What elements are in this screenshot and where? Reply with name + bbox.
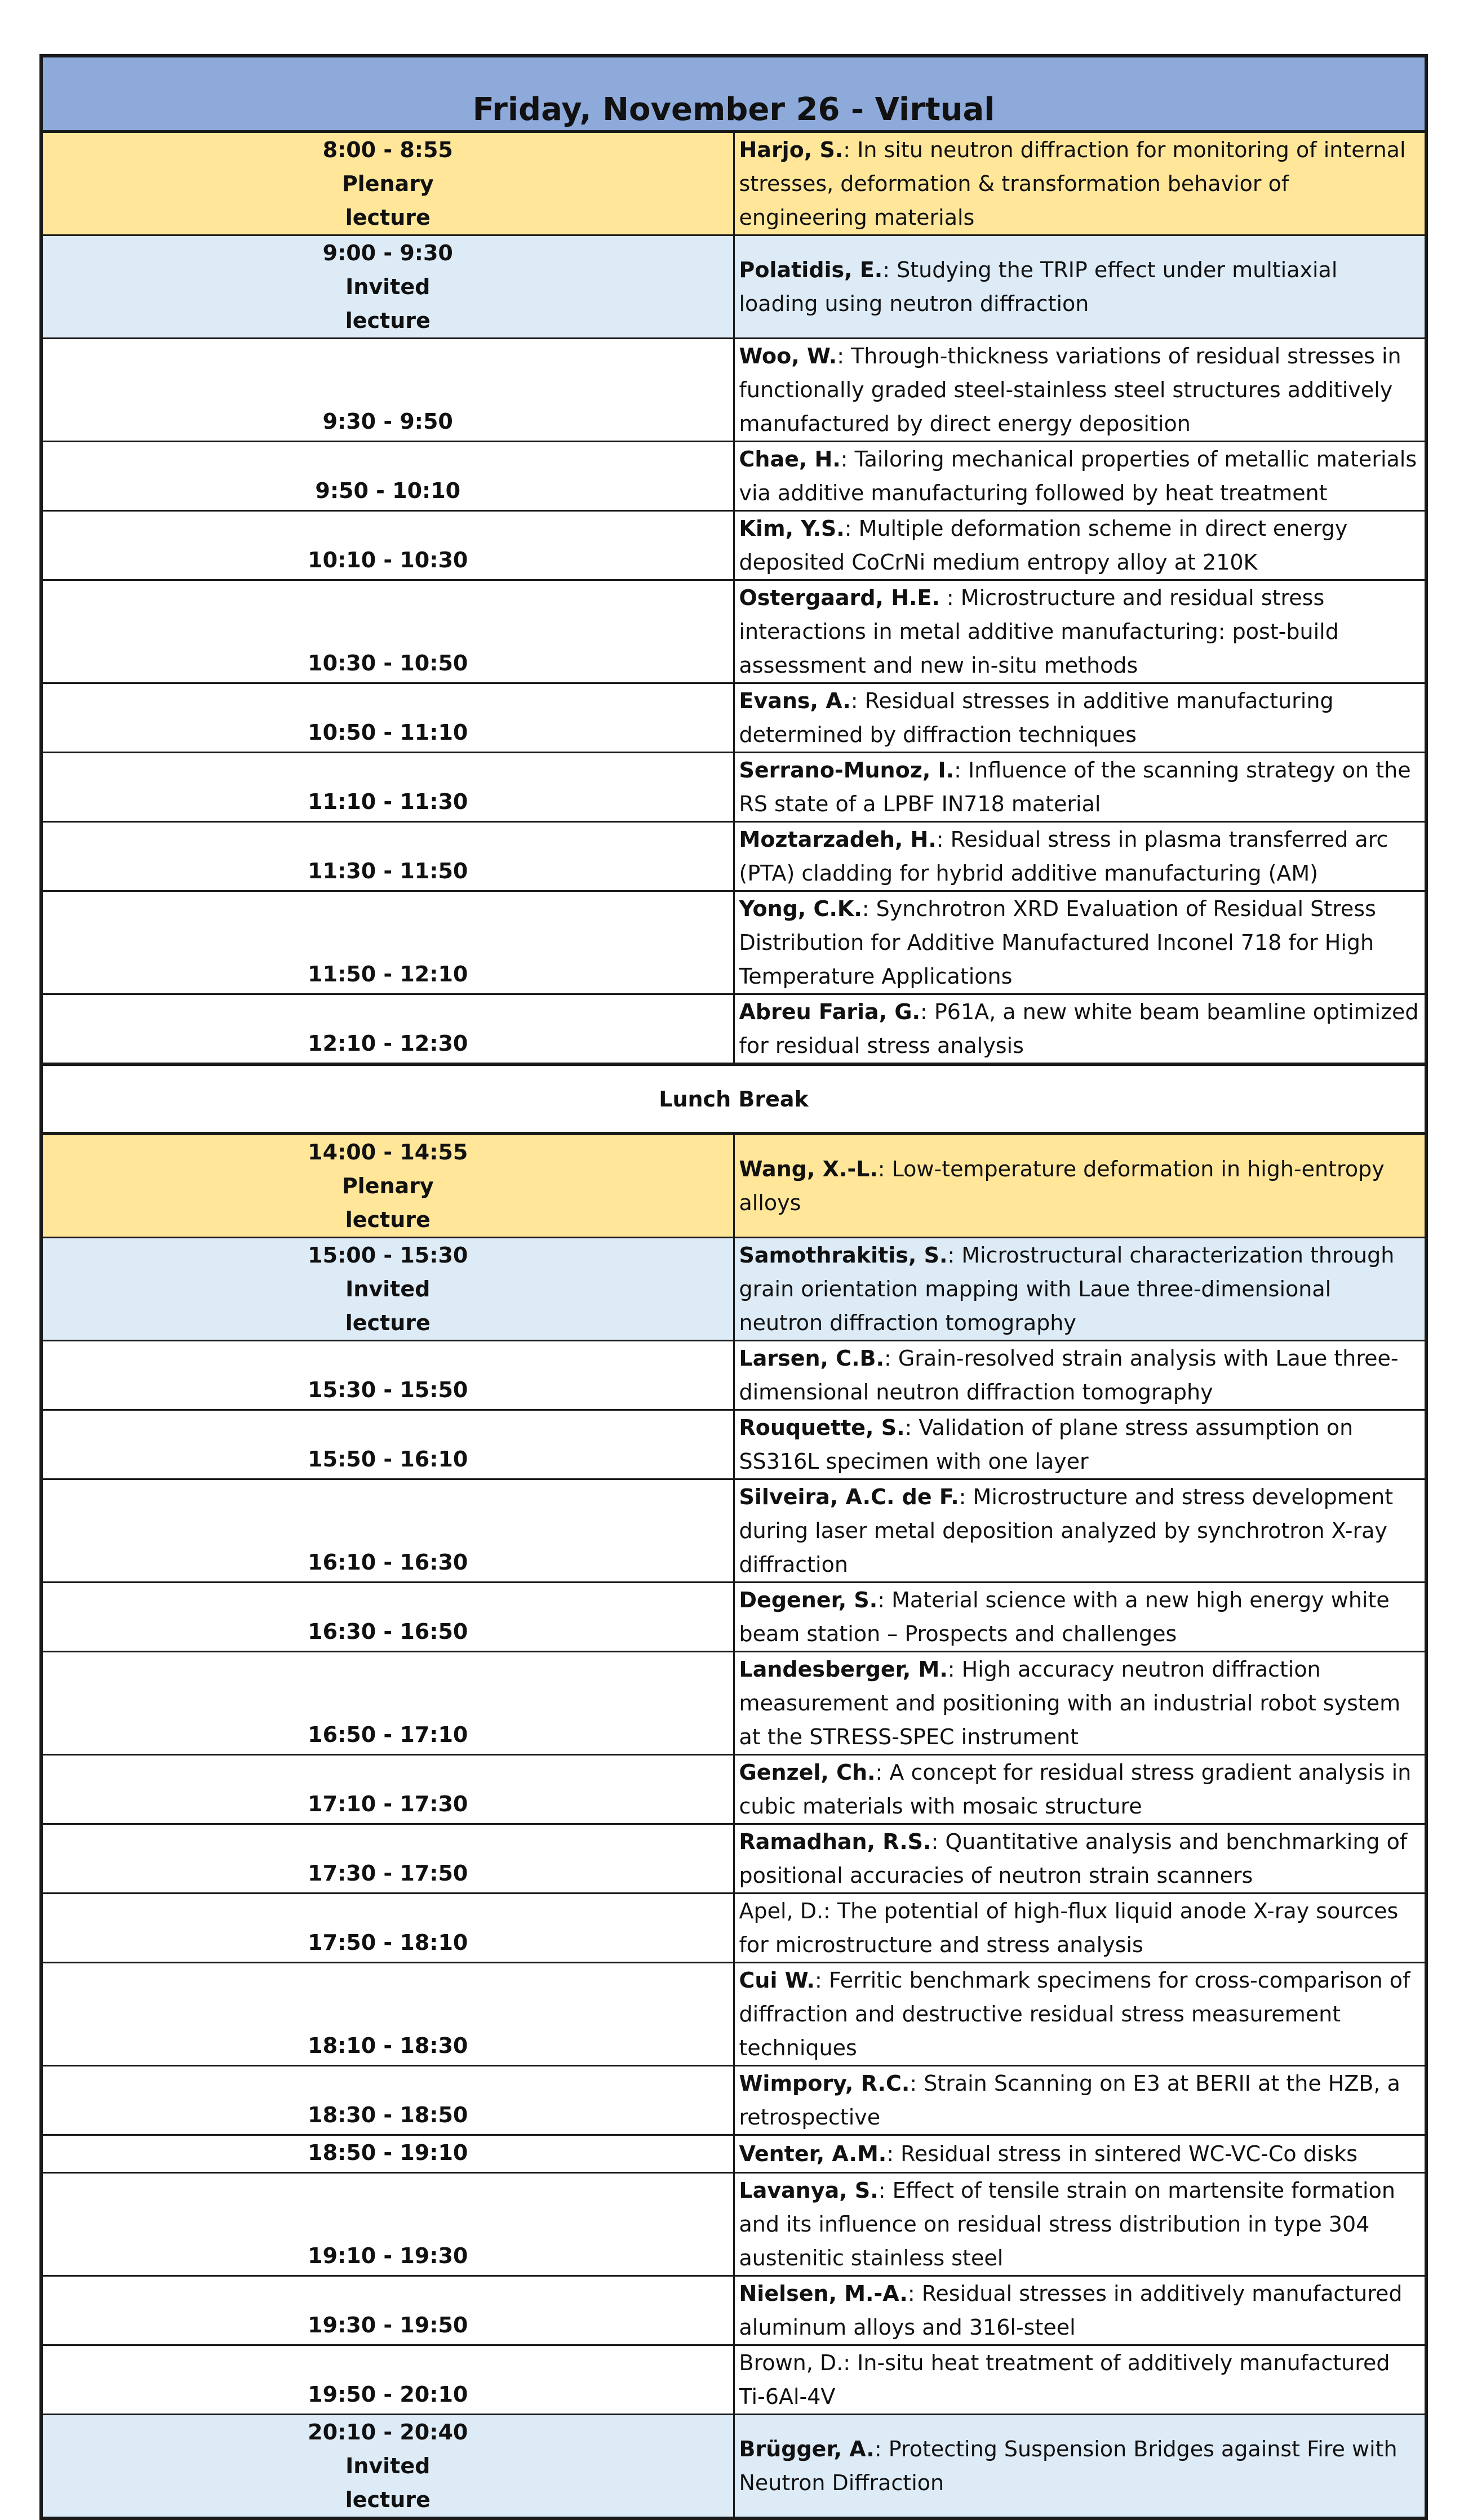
talk-title: Low-temperature deformation in high-entropy alloys — [739, 1157, 1385, 1215]
talk-title: Validation of plane stress assumption on SS316L specimen with one layer — [739, 1415, 1354, 1474]
time-slot: 20:10 - 20:40 — [308, 2420, 468, 2445]
name-separator: : — [920, 999, 934, 1024]
time-cell — [41, 339, 734, 442]
talk-title: Apel, D.: The potential of high-flux liquid anode X-ray sources for microstructure and stress analysis — [739, 1899, 1399, 1957]
talk-row — [41, 511, 1426, 580]
session-type: Invited — [345, 2454, 431, 2478]
time-slot: 9:30 - 9:50 — [322, 409, 453, 434]
talk-cell — [734, 1134, 1426, 1238]
name-separator: : — [882, 257, 897, 282]
session-type-suffix: lecture — [345, 2487, 431, 2512]
talk-cell — [734, 1238, 1426, 1341]
time-slot: 16:50 - 17:10 — [308, 1722, 468, 1747]
talk-row — [41, 1479, 1426, 1583]
talk-title: Synchrotron XRD Evaluation of Residual Stress Distribution for Additive Manufactured Inconel 718 for High Temperature Applications — [739, 896, 1376, 989]
talk-cell — [734, 2276, 1426, 2345]
talk-title: Effect of tensile strain on martensite formation and its influence on residual stress distribution in type 304 austenitic stainless steel — [739, 2178, 1395, 2270]
speaker-name: Venter, A.M. — [739, 2141, 887, 2166]
time-slot: 18:10 - 18:30 — [308, 2033, 468, 2058]
time-slot: 10:50 - 11:10 — [308, 720, 468, 745]
time-cell — [41, 235, 734, 339]
talk-row — [41, 442, 1426, 511]
talk-title: Through-thickness variations of residual stresses in functionally graded steel-stainless steel structures additively manufactured by direct energy deposition — [739, 344, 1401, 436]
talk-row — [41, 339, 1426, 442]
page-title: Friday, November 26 - Virtual — [41, 56, 1426, 132]
name-separator: : — [875, 1760, 890, 1785]
talk-title: Microstructure and residual stress interactions in metal additive manufacturing: post-build assessment and new in-situ methods — [739, 585, 1339, 678]
name-separator: : — [954, 758, 968, 783]
talk-title: Residual stresses in additive manufacturing determined by diffraction techniques — [739, 688, 1334, 747]
talk-cell — [734, 2135, 1426, 2173]
speaker-name: Genzel, Ch. — [739, 1760, 876, 1785]
name-separator: : — [886, 2141, 901, 2166]
talk-row — [41, 1652, 1426, 1755]
time-slot: 14:00 - 14:55 — [308, 1140, 468, 1165]
time-slot: 11:10 - 11:30 — [308, 789, 468, 814]
session-type-suffix: lecture — [345, 205, 431, 230]
session-type-suffix: lecture — [345, 308, 431, 333]
talk-cell — [734, 442, 1426, 511]
talk-row — [41, 2345, 1426, 2415]
time-cell — [41, 442, 734, 511]
time-cell — [41, 683, 734, 753]
time-slot: 16:10 - 16:30 — [308, 1550, 468, 1575]
time-cell — [41, 1894, 734, 1963]
schedule-table — [39, 54, 1428, 2520]
talk-row — [41, 2135, 1426, 2173]
talk-cell — [734, 580, 1426, 683]
talk-row — [41, 1410, 1426, 1479]
name-separator: : — [877, 1588, 892, 1612]
session-row — [41, 2415, 1426, 2519]
time-slot: 18:30 - 18:50 — [308, 2103, 468, 2127]
time-slot: 11:30 - 11:50 — [308, 859, 468, 883]
name-separator: : — [877, 1157, 892, 1181]
talk-row — [41, 2066, 1426, 2135]
time-cell — [41, 1583, 734, 1652]
talk-cell — [734, 822, 1426, 891]
time-cell — [41, 1410, 734, 1479]
time-cell — [41, 1652, 734, 1755]
talk-cell — [734, 1963, 1426, 2066]
speaker-name: Lavanya, S. — [739, 2178, 879, 2203]
title-row — [41, 56, 1426, 132]
session-type-suffix: lecture — [345, 1207, 431, 1232]
talk-row — [41, 822, 1426, 891]
time-cell — [41, 994, 734, 1065]
speaker-name: Nielsen, M.-A. — [739, 2281, 908, 2306]
time-cell — [41, 132, 734, 235]
talk-title: Strain Scanning on E3 at BERII at the HZB, a retrospective — [739, 2071, 1400, 2130]
speaker-name: Ostergaard, H.E. — [739, 585, 940, 610]
time-cell — [41, 1963, 734, 2066]
name-separator: : — [907, 2281, 922, 2306]
speaker-name: Evans, A. — [739, 688, 851, 713]
time-slot: 15:50 - 16:10 — [308, 1447, 468, 1472]
lunch-break-row — [41, 1064, 1426, 1134]
talk-title: Multiple deformation scheme in direct energy deposited CoCrNi medium entropy alloy at 210K — [739, 516, 1348, 575]
talk-cell — [734, 683, 1426, 753]
name-separator: : — [850, 688, 865, 713]
talk-cell — [734, 1894, 1426, 1963]
name-separator: : — [862, 896, 876, 921]
speaker-name: Ramadhan, R.S. — [739, 1829, 931, 1854]
name-separator: : — [837, 344, 851, 368]
talk-row — [41, 994, 1426, 1065]
session-type: Invited — [345, 1277, 431, 1301]
session-row — [41, 132, 1426, 235]
name-separator: : — [939, 585, 961, 610]
time-cell — [41, 2173, 734, 2276]
time-slot: 16:30 - 16:50 — [308, 1619, 468, 1644]
time-cell — [41, 1755, 734, 1824]
time-slot: 15:00 - 15:30 — [308, 1243, 468, 1268]
name-separator: : — [874, 2437, 889, 2461]
name-separator: : — [947, 1243, 962, 1268]
talk-row — [41, 1963, 1426, 2066]
speaker-name: Kim, Y.S. — [739, 516, 845, 541]
talk-cell — [734, 994, 1426, 1065]
talk-cell — [734, 1410, 1426, 1479]
talk-title: Studying the TRIP effect under multiaxial loading using neutron diffraction — [739, 257, 1338, 316]
talk-title: High accuracy neutron diffraction measurement and positioning with an industrial robot system at the STRESS-SPEC instrument — [739, 1657, 1401, 1749]
talk-cell — [734, 1479, 1426, 1583]
time-cell — [41, 1134, 734, 1238]
talk-row — [41, 753, 1426, 822]
time-slot: 19:50 - 20:10 — [308, 2382, 468, 2407]
name-separator: : — [884, 1346, 898, 1371]
talk-cell — [734, 1583, 1426, 1652]
talk-title: In situ neutron diffraction for monitoring of internal stresses, deformation & transformation behavior of engineering materials — [739, 137, 1406, 230]
time-slot: 17:50 - 18:10 — [308, 1930, 468, 1955]
name-separator: : — [844, 516, 859, 541]
time-slot: 17:30 - 17:50 — [308, 1861, 468, 1886]
talk-cell — [734, 132, 1426, 235]
name-separator: : — [931, 1829, 946, 1854]
time-slot: 10:10 - 10:30 — [308, 548, 468, 572]
talk-cell — [734, 891, 1426, 994]
name-separator: : — [959, 1485, 973, 1509]
talk-title: Microstructure and stress development during laser metal deposition analyzed by synchrotron X-ray diffraction — [739, 1485, 1394, 1577]
speaker-name: Abreu Faria, G. — [739, 999, 920, 1024]
talk-title: A concept for residual stress gradient analysis in cubic materials with mosaic structure — [739, 1760, 1412, 1819]
session-type: Plenary — [341, 1174, 434, 1198]
session-type-suffix: lecture — [345, 1310, 431, 1335]
speaker-name: Yong, C.K. — [739, 896, 862, 921]
time-slot: 12:10 - 12:30 — [308, 1031, 468, 1056]
talk-cell — [734, 1341, 1426, 1410]
name-separator: : — [878, 2178, 893, 2203]
talk-title: Residual stresses in additively manufactured aluminum alloys and 316l-steel — [739, 2281, 1403, 2340]
talk-title: Tailoring mechanical properties of metallic materials via additive manufacturing followed by heat treatment — [739, 447, 1417, 505]
talk-row — [41, 1583, 1426, 1652]
name-separator: : — [840, 447, 855, 472]
talk-title: Ferritic benchmark specimens for cross-comparison of diffraction and destructive residual stress measurement techniques — [739, 1968, 1410, 2060]
talk-row — [41, 1824, 1426, 1894]
talk-title: Microstructural characterization through grain orientation mapping with Laue three-dimensional neutron diffraction tomography — [739, 1243, 1395, 1335]
afternoon-sessions — [41, 1134, 1426, 2518]
talk-cell — [734, 339, 1426, 442]
time-cell — [41, 2276, 734, 2345]
time-cell — [41, 822, 734, 891]
session-type: Invited — [345, 274, 431, 299]
talk-title: Material science with a new high energy white beam station – Prospects and challenges — [739, 1588, 1390, 1646]
talk-cell — [734, 2415, 1426, 2519]
speaker-name: Brügger, A. — [739, 2437, 875, 2461]
time-cell — [41, 1479, 734, 1583]
time-slot: 17:10 - 17:30 — [308, 1792, 468, 1816]
speaker-name: Serrano-Munoz, I. — [739, 758, 955, 783]
time-cell — [41, 1824, 734, 1894]
time-cell — [41, 1341, 734, 1410]
name-separator: : — [910, 2071, 924, 2096]
talk-cell — [734, 235, 1426, 339]
time-cell — [41, 753, 734, 822]
talk-title: Grain-resolved strain analysis with Laue three-dimensional neutron diffraction tomography — [739, 1346, 1399, 1405]
session-type: Plenary — [341, 171, 434, 196]
speaker-name: Degener, S. — [739, 1588, 878, 1612]
time-slot: 11:50 - 12:10 — [308, 962, 468, 986]
time-slot: 19:10 - 19:30 — [308, 2243, 468, 2268]
time-cell — [41, 2415, 734, 2519]
session-row — [41, 235, 1426, 339]
talk-cell — [734, 1755, 1426, 1824]
talk-cell — [734, 1652, 1426, 1755]
talk-row — [41, 1755, 1426, 1824]
speaker-name: Wimpory, R.C. — [739, 2071, 910, 2096]
talk-row — [41, 1894, 1426, 1963]
name-separator: : — [843, 137, 858, 162]
talk-cell — [734, 2345, 1426, 2415]
name-separator: : — [904, 1415, 919, 1440]
talk-cell — [734, 1824, 1426, 1894]
talk-row — [41, 683, 1426, 753]
time-slot: 9:50 - 10:10 — [315, 478, 461, 503]
talk-title: P61A, a new white beam beamline optimized for residual stress analysis — [739, 999, 1419, 1058]
time-slot: 8:00 - 8:55 — [322, 137, 453, 162]
talk-title: Quantitative analysis and benchmarking of positional accuracies of neutron strain scanners — [739, 1829, 1408, 1888]
session-row — [41, 1134, 1426, 1238]
time-slot: 10:30 - 10:50 — [308, 651, 468, 675]
talk-row — [41, 891, 1426, 994]
speaker-name: Larsen, C.B. — [739, 1346, 884, 1371]
time-cell — [41, 2066, 734, 2135]
name-separator: : — [947, 1657, 962, 1682]
speaker-name: Harjo, S. — [739, 137, 844, 162]
talk-cell — [734, 511, 1426, 580]
time-cell — [41, 1238, 734, 1341]
speaker-name: Wang, X.-L. — [739, 1157, 878, 1181]
time-slot: 15:30 - 15:50 — [308, 1377, 468, 1402]
speaker-name: Cui W. — [739, 1968, 815, 1993]
speaker-name: Moztarzadeh, H. — [739, 827, 937, 852]
lunch-break-label: Lunch Break — [41, 1064, 1426, 1134]
session-row — [41, 1238, 1426, 1341]
talk-cell — [734, 753, 1426, 822]
talk-title: Residual stress in sintered WC-VC-Co disks — [900, 2141, 1357, 2166]
speaker-name: Silveira, A.C. de F. — [739, 1485, 959, 1509]
talk-cell — [734, 2173, 1426, 2276]
talk-cell — [734, 2066, 1426, 2135]
morning-sessions — [41, 132, 1426, 1065]
time-slot: 19:30 - 19:50 — [308, 2313, 468, 2337]
talk-row — [41, 1341, 1426, 1410]
time-slot: 9:00 - 9:30 — [322, 241, 453, 265]
speaker-name: Landesberger, M. — [739, 1657, 948, 1682]
talk-title: Residual stress in plasma transferred arc (PTA) cladding for hybrid additive manufacturing (AM) — [739, 827, 1388, 886]
speaker-name: Chae, H. — [739, 447, 841, 472]
talk-title: Brown, D.: In-situ heat treatment of additively manufactured Ti-6Al-4V — [739, 2350, 1390, 2409]
time-cell — [41, 2135, 734, 2173]
talk-title: Protecting Suspension Bridges against Fire with Neutron Diffraction — [739, 2437, 1398, 2495]
speaker-name: Samothrakitis, S. — [739, 1243, 948, 1268]
time-cell — [41, 2345, 734, 2415]
speaker-name: Rouquette, S. — [739, 1415, 905, 1440]
time-slot: 18:50 - 19:10 — [308, 2140, 468, 2165]
talk-row — [41, 580, 1426, 683]
name-separator: : — [936, 827, 951, 852]
speaker-name: Polatidis, E. — [739, 257, 883, 282]
time-cell — [41, 891, 734, 994]
talk-row — [41, 2173, 1426, 2276]
speaker-name: Woo, W. — [739, 344, 837, 368]
time-cell — [41, 580, 734, 683]
name-separator: : — [814, 1968, 829, 1993]
time-cell — [41, 511, 734, 580]
talk-title: Influence of the scanning strategy on the RS state of a LPBF IN718 material — [739, 758, 1411, 816]
talk-row — [41, 2276, 1426, 2345]
